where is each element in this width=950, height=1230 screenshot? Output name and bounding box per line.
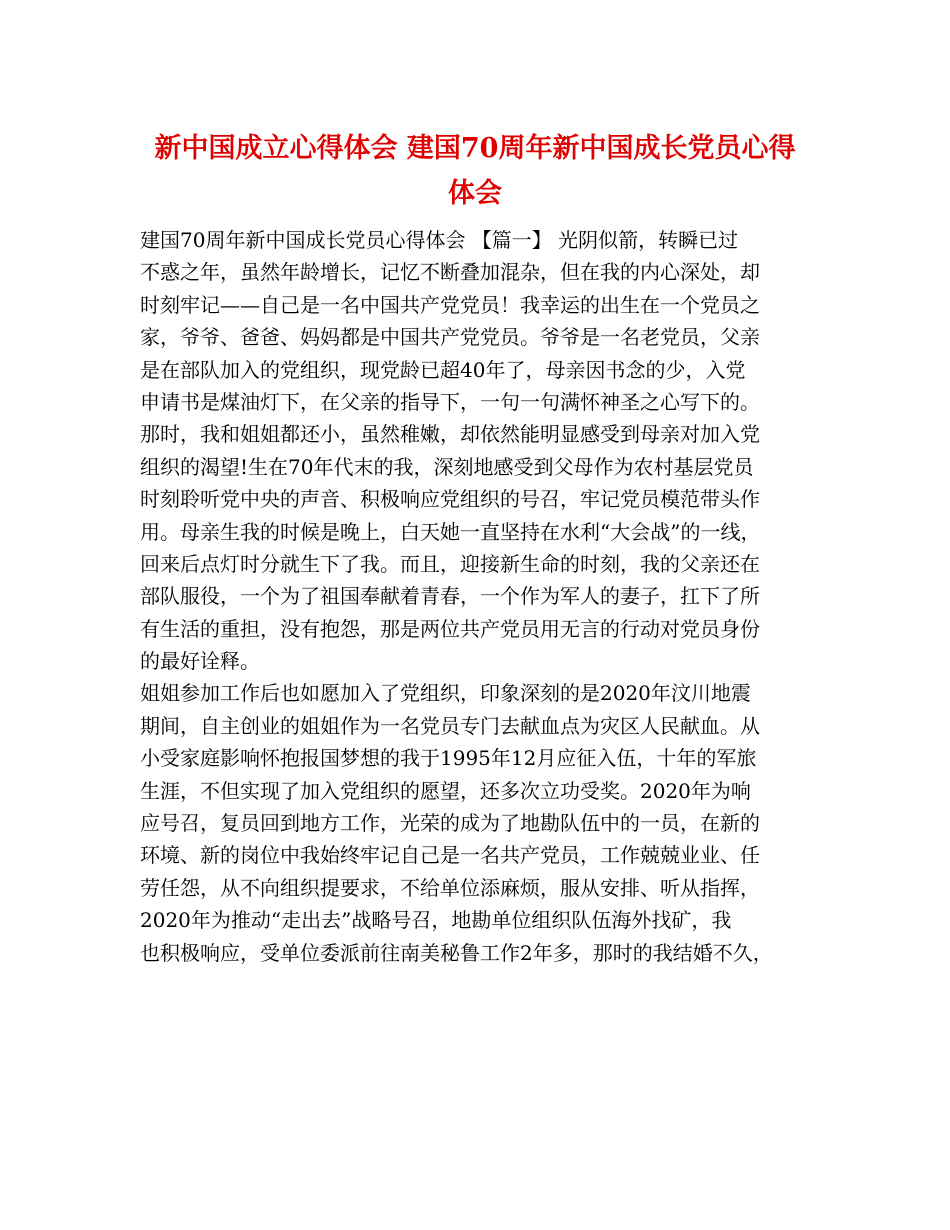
body-line: 劳任怨，从不向组织提要求，不给单位添麻烦，服从安排、听从指挥， xyxy=(140,875,760,900)
body-line: 时刻聆听党中央的声音、积极响应党组织的号召，牢记党员模范带头作 xyxy=(140,487,760,512)
body-line: 有生活的重担，没有抱怨，那是两位共产党员用无言的行动对党员身份 xyxy=(140,616,760,641)
body-line: 用。母亲生我的时候是晚上，白天她一直坚持在水利“大会战”的一线， xyxy=(140,519,761,544)
body-line: 环境、新的岗位中我始终牢记自己是一名共产党员，工作兢兢业业、任 xyxy=(140,843,760,868)
body-line: 应号召，复员回到地方工作，光荣的成为了地勘队伍中的一员，在新的 xyxy=(140,811,760,836)
body-line: 申请书是煤油灯下，在父亲的指导下，一句一句满怀神圣之心写下的。 xyxy=(140,389,760,414)
title-line: 新中国成立心得体会 建国70周年新中国成长党员心得 xyxy=(154,133,796,164)
body-line: 回来后点灯时分就生下了我。而且，迎接新生命的时刻，我的父亲还在 xyxy=(140,551,760,576)
body-line: 也积极响应，受单位委派前往南美秘鲁工作2年多，那时的我结婚不久， xyxy=(140,940,773,965)
document-title xyxy=(100,126,850,216)
body-line: 不惑之年，虽然年龄增长，记忆不断叠加混杂，但在我的内心深处，却 xyxy=(140,260,760,285)
body-line: 部队服役，一个为了祖国奉献着青春，一个作为军人的妻子，扛下了所 xyxy=(140,584,760,609)
body-line: 姐姐参加工作后也如愿加入了党组织，印象深刻的是2020年汶川地震 xyxy=(140,681,751,706)
body-line: 的最好诠释。 xyxy=(140,649,260,674)
body-line: 是在部队加入的党组织，现党龄已超40年了，母亲因书念的少，入党 xyxy=(140,357,746,382)
title-line: 体会 xyxy=(448,178,502,209)
body-line: 小受家庭影响怀抱报国梦想的我于1995年12月应征入伍，十年的军旅 xyxy=(140,746,757,771)
body-line: 那时，我和姐姐都还小，虽然稚嫩，却依然能明显感受到母亲对加入党 xyxy=(140,422,760,447)
body-line: 建国70周年新中国成长党员心得体会 【篇一】 光阴似箭，转瞬已过 xyxy=(140,228,739,252)
body-line: 家，爷爷、爸爸、妈妈都是中国共产党党员。爷爷是一名老党员，父亲 xyxy=(140,325,760,350)
body-line: 期间，自主创业的姐姐作为一名党员专门去献血点为灾区人民献血。从 xyxy=(140,713,760,738)
article-body xyxy=(140,224,830,969)
body-line: 2020年为推动“走出去”战略号召，地勘单位组织队伍海外找矿，我 xyxy=(140,908,732,933)
body-line: 组织的渴望!生在70年代末的我，深刻地感受到父母作为农村基层党员 xyxy=(140,454,754,479)
body-line: 生涯，不但实现了加入党组织的愿望，还多次立功受奖。2020年为响 xyxy=(140,778,751,803)
body-line: 时刻牢记——自己是一名中国共产党党员！我幸运的出生在一个党员之 xyxy=(140,292,760,317)
